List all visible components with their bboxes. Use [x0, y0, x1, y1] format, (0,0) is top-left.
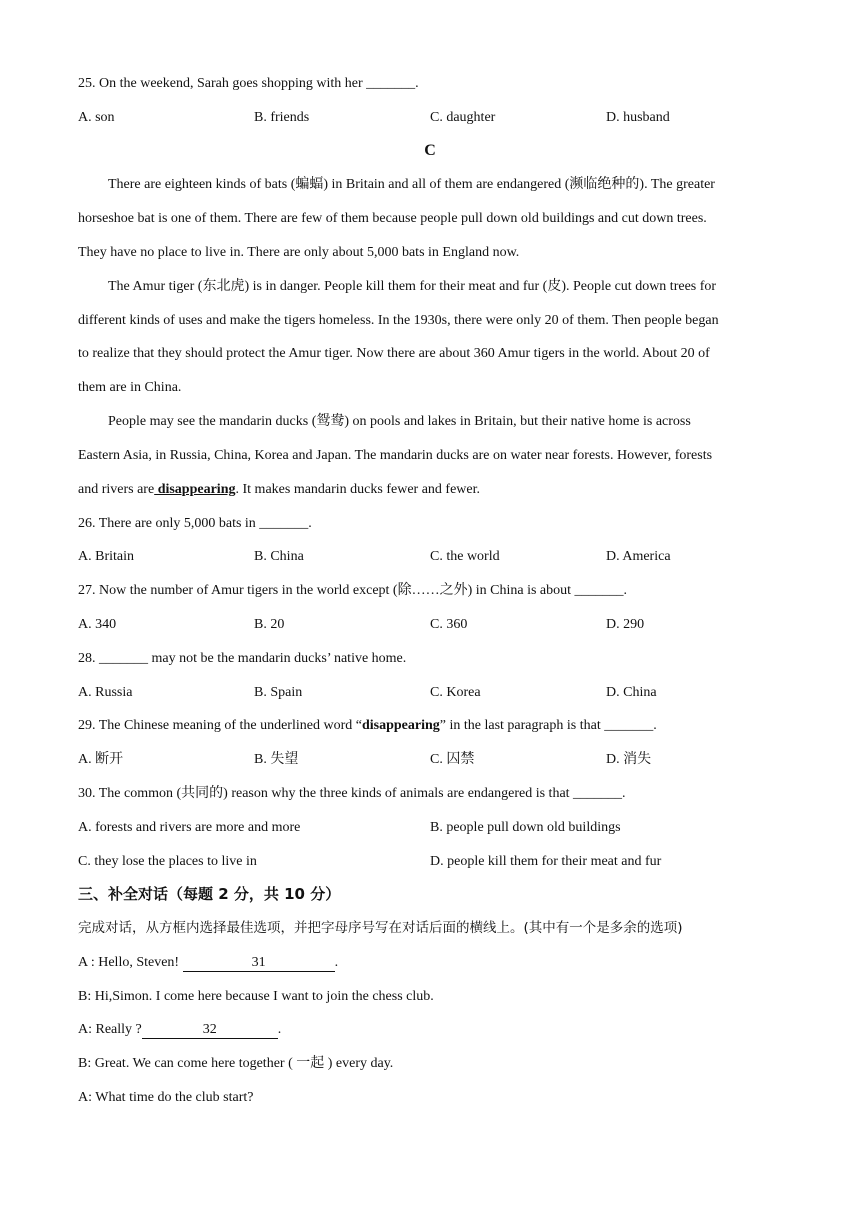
q27-option-b: B. 20 [254, 617, 285, 632]
blank-32-number: 32 [202, 1022, 217, 1037]
blank-31-number: 31 [251, 955, 266, 970]
q25-option-c: C. daughter [430, 110, 496, 125]
q29-option-c: C. 囚禁 [430, 752, 475, 767]
q25-option-b: B. friends [254, 110, 310, 125]
dialogue-line-3 [78, 1020, 778, 1040]
q30-option-d: D. people kill them for their meat and fur [430, 854, 662, 869]
blank-32[interactable] [142, 1022, 278, 1039]
passage-p3-line: Eastern Asia, in Russia, China, Korea and Japan. The mandarin ducks are on water near forests. However, forests [78, 448, 713, 463]
dialogue-line-2: B: Hi,Simon. I come here because I want to join the chess club. [78, 989, 434, 1004]
q29-option-a: A. 断开 [78, 752, 124, 767]
passage-p3-last-line [78, 480, 778, 500]
p3-text-post: . It makes mandarin ducks fewer and fewer. [235, 482, 481, 497]
q30-option-c: C. they lose the places to live in [78, 854, 257, 869]
passage-p3-line: People may see the mandarin ducks (鸳鸯) on pools and lakes in Britain, but their native home is across [108, 414, 691, 429]
q29-keyword: disappearing [361, 718, 440, 733]
q25-option-a: A. son [78, 110, 115, 125]
passage-p1-line: There are eighteen kinds of bats (蝙蝠) in Britain and all of them are endangered (濒临绝种的). The greater [108, 177, 715, 192]
q26-stem: 26. There are only 5,000 bats in _______. [78, 516, 312, 531]
q29-text-post: ” in the last paragraph is that _______. [439, 718, 657, 733]
q28-stem: 28. _______ may not be the mandarin ducks’ native home. [78, 651, 407, 666]
q27-option-d: D. 290 [606, 617, 645, 632]
q25-stem: 25. On the weekend, Sarah goes shopping with her _______. [78, 76, 419, 91]
dialogue-a1-end: . [334, 955, 339, 970]
q29-stem [78, 716, 778, 736]
dialogue-line-1 [78, 953, 778, 973]
passage-p2-line: to realize that they should protect the Amur tiger. Now there are about 360 Amur tigers in the world. About 20 of [78, 346, 710, 361]
q27-option-a: A. 340 [78, 617, 117, 632]
q25-option-d: D. husband [606, 110, 670, 125]
section-3-title: 三、补全对话（每题 2 分，共 10 分） [78, 885, 341, 903]
section-3-instruction: 完成对话，从方框内选择最佳选项，并把字母序号写在对话后面的横线上。(其中有一个是多余的选项) [78, 920, 683, 936]
q28-option-b: B. Spain [254, 685, 303, 700]
passage-c-heading: C [424, 142, 436, 159]
dialogue-a2-text: A: Really ? [78, 1022, 142, 1037]
dialogue-a2-end: . [277, 1022, 282, 1037]
q30-stem: 30. The common (共同的) reason why the three kinds of animals are endangered is that _______. [78, 786, 626, 801]
blank-31[interactable] [183, 955, 335, 972]
q29-option-d: D. 消失 [606, 752, 652, 767]
dialogue-line-4: B: Great. We can come here together ( 一起 ) every day. [78, 1056, 394, 1071]
q29-text-pre: 29. The Chinese meaning of the underlined word “ [78, 718, 362, 733]
passage-p2-line: different kinds of uses and make the tigers homeless. In the 1930s, there were only 20 of them. Then people began [78, 313, 719, 328]
passage-p2-line: The Amur tiger (东北虎) is in danger. People kill them for their meat and fur (皮). People cut down trees for [108, 279, 717, 294]
p3-text-pre: and rivers are [78, 482, 155, 497]
q26-option-a: A. Britain [78, 549, 134, 564]
q27-option-c: C. 360 [430, 617, 468, 632]
q26-option-b: B. China [254, 549, 304, 564]
q30-option-a: A. forests and rivers are more and more [78, 820, 301, 835]
underlined-word: disappearing [154, 482, 236, 497]
q28-option-d: D. China [606, 685, 657, 700]
q30-option-b: B. people pull down old buildings [430, 820, 621, 835]
q27-stem: 27. Now the number of Amur tigers in the world except (除……之外) in China is about _______. [78, 583, 628, 598]
q29-option-b: B. 失望 [254, 752, 299, 767]
q26-option-d: D. America [606, 549, 671, 564]
passage-p1-line: They have no place to live in. There are only about 5,000 bats in England now. [78, 245, 520, 260]
q28-option-a: A. Russia [78, 685, 133, 700]
dialogue-line-5: A: What time do the club start? [78, 1090, 254, 1105]
dialogue-a1-text: A : Hello, Steven! [78, 955, 183, 970]
q28-option-c: C. Korea [430, 685, 481, 700]
passage-p1-line: horseshoe bat is one of them. There are few of them because people pull down old buildings and cut down trees. [78, 211, 707, 226]
q26-option-c: C. the world [430, 549, 500, 564]
passage-p2-line: them are in China. [78, 380, 182, 395]
